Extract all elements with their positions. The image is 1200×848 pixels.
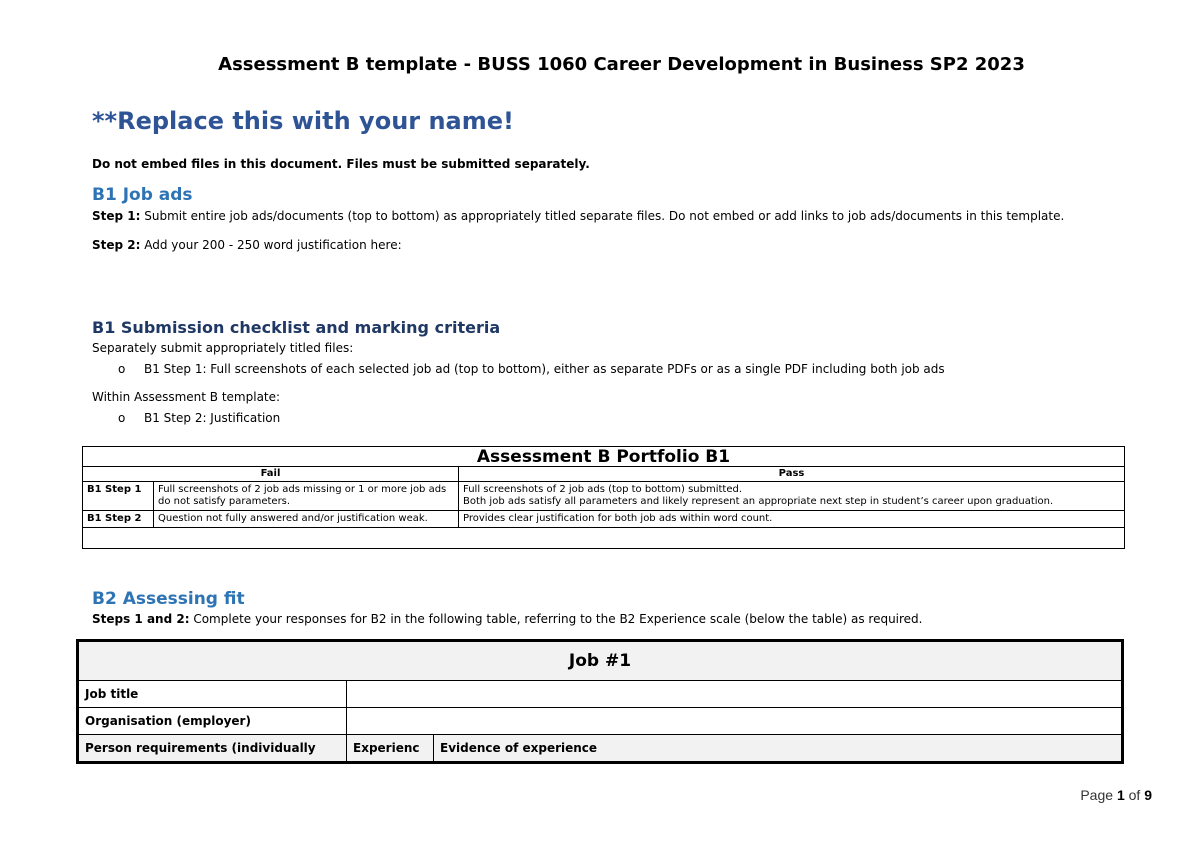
page-prefix: Page [1080,787,1117,803]
pass-column-header: Pass [459,467,1125,482]
b1-step1-label: Step 1: [92,209,141,223]
bullet-circle-icon: o [118,362,126,376]
list-item [118,362,945,376]
portfolio-b1-table [82,446,1125,549]
page-number [1080,787,1152,803]
b1-step1-text: Submit entire job ads/documents (top to bottom) as appropriately titled separate files. Do not embed or add links to job ads/documents in this template. [140,209,1065,223]
table-row [83,511,1125,528]
b1-step2-label: Step 2: [92,238,141,252]
document-title: Assessment B template - BUSS 1060 Career Development in Business SP2 2023 [218,54,1025,75]
table-row [83,482,1125,511]
table-row [78,681,1123,708]
job-table-title: Job #1 [78,641,1123,681]
b2-heading: B2 Assessing fit [92,589,245,609]
experience-header: Experienc [347,735,434,763]
job-title-input[interactable] [347,681,1123,708]
pass-criteria [459,511,1125,528]
table-spacer-row [83,528,1125,549]
job-title-label: Job title [78,681,347,708]
current-page: 1 [1116,787,1125,803]
b1-step2[interactable] [92,238,402,252]
b1-heading: B1 Job ads [92,185,193,205]
organisation-input[interactable] [347,708,1123,735]
fail-criteria: Full screenshots of 2 job ads missing or 1 or more job ads do not satisfy parameters. [154,482,459,511]
row-label: B1 Step 1 [83,482,154,511]
b1-step1 [92,209,1064,223]
b2-steps-text: Complete your responses for B2 in the following table, referring to the B2 Experience scale (below the table) as required. [189,612,923,626]
list-item [118,411,280,425]
table-row [78,708,1123,735]
fail-column-header: Fail [83,467,459,482]
separately-intro: Separately submit appropriately titled files: [92,341,354,355]
b1-step2-text: Add your 200 - 250 word justification here: [140,238,402,252]
fail-criteria: Question not fully answered and/or justification weak. [154,511,459,528]
job-1-table [76,639,1124,764]
row-label: B1 Step 2 [83,511,154,528]
page-of: of [1124,787,1145,803]
within-intro: Within Assessment B template: [92,390,281,404]
list-item-text: B1 Step 2: Justification [144,411,281,425]
b2-steps [92,612,923,626]
person-requirements-header: Person requirements (individually [78,735,347,763]
pass-criteria-line: Full screenshots of 2 job ads (top to bottom) submitted. [463,484,743,495]
checklist-heading: B1 Submission checklist and marking criteria [92,318,501,337]
portfolio-table-title: Assessment B Portfolio B1 [83,447,1125,467]
bullet-circle-icon: o [118,411,126,425]
pass-criteria-line: Provides clear justification for both job ads within word count. [463,513,773,524]
embed-notice: Do not embed files in this document. Files must be submitted separately. [92,157,590,171]
evidence-header: Evidence of experience [434,735,1123,763]
pass-criteria [459,482,1125,511]
b2-steps-label: Steps 1 and 2: [92,612,190,626]
student-name-placeholder[interactable]: **Replace this with your name! [92,107,514,135]
list-item-text: B1 Step 1: Full screenshots of each selected job ad (top to bottom), either as separate PDFs or as a single PDF including both job ads [144,362,945,376]
table-row [78,735,1123,763]
total-pages: 9 [1144,787,1152,803]
pass-criteria-line: Both job ads satisfy all parameters and likely represent an appropriate next step in student’s career upon graduation. [463,496,1054,507]
organisation-label: Organisation (employer) [78,708,347,735]
